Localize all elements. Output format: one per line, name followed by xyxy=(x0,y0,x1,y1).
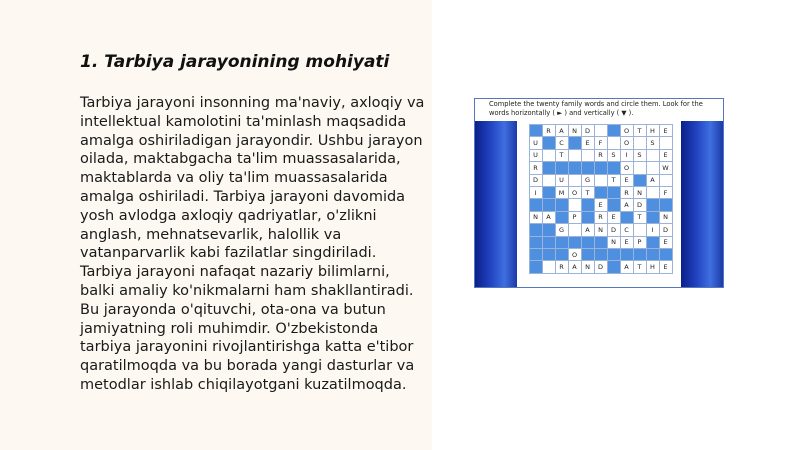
crossword-cell xyxy=(543,199,556,211)
crossword-cell xyxy=(543,249,556,261)
crossword-cell: A xyxy=(647,175,660,187)
crossword-cell xyxy=(582,150,595,162)
crossword-cell: F xyxy=(595,137,608,149)
crossword-cell xyxy=(647,212,660,224)
crossword-grid xyxy=(529,124,673,274)
crossword-cell xyxy=(556,212,569,224)
crossword-cell xyxy=(569,162,582,174)
crossword-cell: T xyxy=(634,212,647,224)
crossword-cell xyxy=(595,162,608,174)
crossword-cell: M xyxy=(556,187,569,199)
crossword-cell xyxy=(634,162,647,174)
crossword-cell xyxy=(530,249,543,261)
crossword-cell: O xyxy=(569,187,582,199)
crossword-cell xyxy=(569,137,582,149)
crossword-cell xyxy=(595,237,608,249)
crossword-grid-wrap xyxy=(519,121,682,288)
crossword-cell: H xyxy=(647,261,660,273)
crossword-cell xyxy=(543,237,556,249)
crossword-cell: W xyxy=(660,162,673,174)
crossword-cell: O xyxy=(621,125,634,137)
body-paragraph: Tarbiya jarayoni insonning ma'naviy, axloqiy va intellektual kamolotini ta'minlash maqsadida amalga oshiriladigan jarayondir. Ushbu jarayon oilada, maktabgacha ta'lim muassasalarida, maktablarda va oliy ta'lim muassasalarida amalga oshiriladi. Tarbiya jarayoni davomida yosh avlodga axloqiy qadriyatlar, o'zlikni anglash, mehnatsevarlik, halollik va vatanparvarlik kabi fazilatlar singdiriladi. Tarbiya jarayoni nafaqat nazariy bilimlarni, balki amaliy ko'nikmalarni ham shakllantiradi. Bu jarayonda o'qituvchi, ota-ona va butun jamiyatning roli muhimdir. O'zbekistonda tarbiya jarayonini rivojlantirishga katta e'tibor qaratilmoqda va bu borada yangi dasturlar va metodlar ishlab chiqilayotgani kuzatilmoqda. xyxy=(80,95,425,393)
crossword-cell: E xyxy=(595,199,608,211)
crossword-cell: D xyxy=(660,224,673,236)
crossword-cell: C xyxy=(621,224,634,236)
crossword-cell: O xyxy=(621,162,634,174)
crossword-cell: T xyxy=(634,125,647,137)
crossword-cell: P xyxy=(569,212,582,224)
crossword-cell xyxy=(634,249,647,261)
crossword-cell xyxy=(608,137,621,149)
crossword-cell: D xyxy=(530,175,543,187)
crossword-cell xyxy=(647,199,660,211)
crossword-cell xyxy=(608,249,621,261)
crossword-cell xyxy=(569,237,582,249)
crossword-cell: R xyxy=(543,125,556,137)
crossword-cell: H xyxy=(647,125,660,137)
crossword-cell xyxy=(608,125,621,137)
crossword-cell: T xyxy=(608,175,621,187)
crossword-cell xyxy=(530,125,543,137)
crossword-cell: E xyxy=(660,261,673,273)
crossword-cell xyxy=(582,237,595,249)
crossword-cell: A xyxy=(621,199,634,211)
crossword-cell xyxy=(543,187,556,199)
crossword-cell xyxy=(556,199,569,211)
crossword-cell xyxy=(556,162,569,174)
crossword-cell xyxy=(595,249,608,261)
crossword-cell: I xyxy=(530,187,543,199)
crossword-cell: A xyxy=(556,125,569,137)
crossword-cell: N xyxy=(660,212,673,224)
crossword-cell: R xyxy=(556,261,569,273)
crossword-cell xyxy=(621,249,634,261)
crossword-cell: E xyxy=(608,212,621,224)
crossword-cell: D xyxy=(608,224,621,236)
crossword-cell: P xyxy=(634,237,647,249)
crossword-cell xyxy=(582,199,595,211)
crossword-cell xyxy=(660,249,673,261)
crossword-cell: N xyxy=(608,237,621,249)
crossword-cell xyxy=(530,261,543,273)
crossword-cell xyxy=(569,199,582,211)
crossword-cell: U xyxy=(556,175,569,187)
crossword-cell xyxy=(556,249,569,261)
crossword-instruction: Complete the twenty family words and circle them. Look for the words horizontally ( ► ) and vertically ( ▼ ). xyxy=(489,100,703,117)
crossword-cell: N xyxy=(634,187,647,199)
crossword-cell xyxy=(569,150,582,162)
crossword-cell xyxy=(621,212,634,224)
crossword-cell: A xyxy=(582,224,595,236)
crossword-cell xyxy=(608,199,621,211)
crossword-cell: S xyxy=(634,150,647,162)
crossword-cell: D xyxy=(595,261,608,273)
crossword-cell xyxy=(660,137,673,149)
crossword-cell: E xyxy=(621,237,634,249)
crossword-cell: U xyxy=(530,150,543,162)
crossword-cell: R xyxy=(621,187,634,199)
crossword-cell xyxy=(543,224,556,236)
crossword-cell: N xyxy=(582,261,595,273)
crossword-cell xyxy=(530,199,543,211)
crossword-cell xyxy=(595,187,608,199)
crossword-cell: T xyxy=(634,261,647,273)
crossword-cell: A xyxy=(569,261,582,273)
crossword-cell: I xyxy=(621,150,634,162)
slide-title: 1. Tarbiya jarayonining mohiyati xyxy=(80,52,390,72)
crossword-cell xyxy=(543,261,556,273)
crossword-cell xyxy=(634,137,647,149)
crossword-cell: C xyxy=(556,137,569,149)
crossword-cell xyxy=(647,237,660,249)
left-blue-bar xyxy=(475,121,517,287)
crossword-cell: A xyxy=(621,261,634,273)
crossword-cell: R xyxy=(595,150,608,162)
crossword-cell xyxy=(647,249,660,261)
crossword-cell xyxy=(556,237,569,249)
crossword-cell xyxy=(543,175,556,187)
crossword-cell: N xyxy=(569,125,582,137)
crossword-cell: R xyxy=(530,162,543,174)
crossword-cell xyxy=(569,224,582,236)
crossword-cell xyxy=(634,224,647,236)
crossword-cell: S xyxy=(608,150,621,162)
crossword-cell xyxy=(582,212,595,224)
crossword-cell: F xyxy=(660,187,673,199)
crossword-image xyxy=(474,98,724,288)
crossword-cell xyxy=(543,137,556,149)
crossword-cell xyxy=(647,187,660,199)
crossword-cell xyxy=(543,150,556,162)
crossword-cell: A xyxy=(543,212,556,224)
crossword-cell: S xyxy=(647,137,660,149)
crossword-cell xyxy=(530,237,543,249)
crossword-cell xyxy=(660,175,673,187)
crossword-cell xyxy=(595,175,608,187)
crossword-cell xyxy=(608,261,621,273)
crossword-cell: N xyxy=(530,212,543,224)
crossword-cell: D xyxy=(582,125,595,137)
right-blue-bar xyxy=(681,121,723,287)
crossword-cell: E xyxy=(582,137,595,149)
crossword-cell xyxy=(647,150,660,162)
crossword-cell xyxy=(608,187,621,199)
crossword-cell xyxy=(530,224,543,236)
crossword-cell: E xyxy=(621,175,634,187)
crossword-cell: D xyxy=(634,199,647,211)
crossword-cell: G xyxy=(556,224,569,236)
crossword-cell xyxy=(634,175,647,187)
crossword-cell: G xyxy=(582,175,595,187)
crossword-cell: O xyxy=(621,137,634,149)
crossword-cell: T xyxy=(582,187,595,199)
crossword-cell: E xyxy=(660,125,673,137)
crossword-cell: N xyxy=(595,224,608,236)
crossword-cell xyxy=(543,162,556,174)
crossword-cell xyxy=(569,175,582,187)
crossword-cell: T xyxy=(556,150,569,162)
crossword-cell xyxy=(595,125,608,137)
crossword-cell: U xyxy=(530,137,543,149)
crossword-cell: R xyxy=(595,212,608,224)
crossword-cell xyxy=(582,249,595,261)
crossword-cell xyxy=(582,162,595,174)
crossword-cell: E xyxy=(660,150,673,162)
crossword-cell: E xyxy=(660,237,673,249)
crossword-cell: I xyxy=(647,224,660,236)
crossword-cell xyxy=(608,162,621,174)
crossword-cell xyxy=(660,199,673,211)
crossword-cell: O xyxy=(569,249,582,261)
crossword-cell xyxy=(647,162,660,174)
